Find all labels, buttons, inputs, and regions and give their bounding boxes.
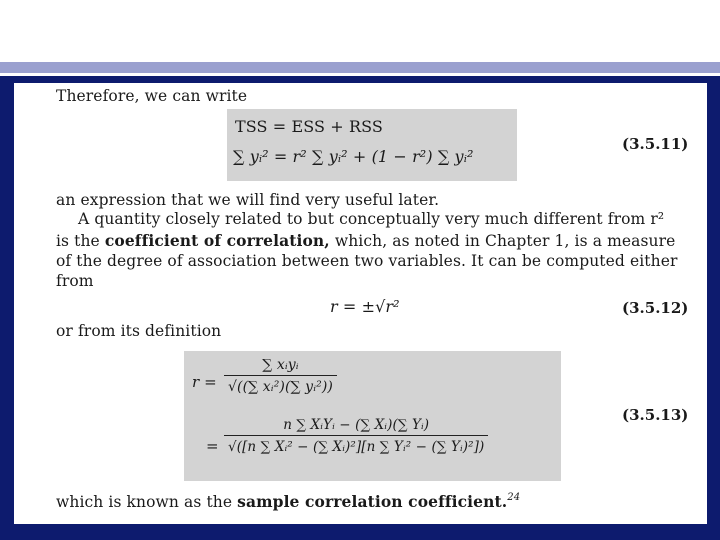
equation-fraction-2 [224, 417, 488, 455]
slide-top-band [0, 0, 720, 62]
equation-number: (3.5.11) [622, 135, 689, 153]
equation-number: (3.5.12) [622, 299, 689, 317]
equation-number: (3.5.13) [622, 406, 689, 424]
text-line: Therefore, we can write [56, 87, 248, 105]
equation-box-3-5-11 [227, 109, 517, 181]
equation-box-3-5-13 [184, 351, 561, 481]
fraction [224, 417, 488, 455]
equation-tss: TSS = ESS + RSS [235, 117, 383, 136]
fraction-denominator: √((∑ xᵢ²)(∑ yᵢ²)) [228, 379, 333, 395]
slide-frame [0, 76, 720, 540]
text-line: of the degree of association between two variables. It can be computed either [56, 252, 678, 270]
equation-equals: = [206, 437, 219, 455]
text-line: or from its definition [56, 322, 222, 340]
scanned-page [14, 83, 707, 524]
fraction-numerator: n ∑ XᵢYᵢ − (∑ Xᵢ)(∑ Yᵢ) [224, 417, 488, 436]
term-sample-correlation-coefficient: sample correlation coefficient. [237, 492, 508, 511]
text-span: is the [56, 232, 105, 250]
term-coefficient-of-correlation: coefficient of correlation, [104, 231, 330, 250]
equation-fraction-1 [224, 357, 337, 395]
text-line: from [56, 272, 94, 290]
footnote-marker: 24 [507, 492, 521, 503]
text-line: A quantity closely related to but conceptually very much different from r² [78, 210, 665, 228]
equation-3-5-12: r = ±√r² [330, 297, 400, 316]
fraction [224, 357, 337, 395]
equation-lhs: r = [192, 373, 217, 391]
equation-sum-squares: ∑ yᵢ² = r² ∑ yᵢ² + (1 − r²) ∑ yᵢ² [233, 147, 474, 166]
fraction-denominator: √([n ∑ Xᵢ² − (∑ Xᵢ)²][n ∑ Yᵢ² − (∑ Yᵢ)²]) [228, 439, 485, 455]
text-span: which, as noted in Chapter 1, is a measure [329, 232, 676, 250]
text-line [56, 231, 675, 250]
text-span: which is known as the [56, 493, 238, 511]
slide-title-rule [0, 62, 720, 73]
fraction-numerator: ∑ xᵢyᵢ [224, 357, 337, 376]
text-line [56, 492, 520, 511]
text-line: an expression that we will find very useful later. [56, 191, 440, 209]
